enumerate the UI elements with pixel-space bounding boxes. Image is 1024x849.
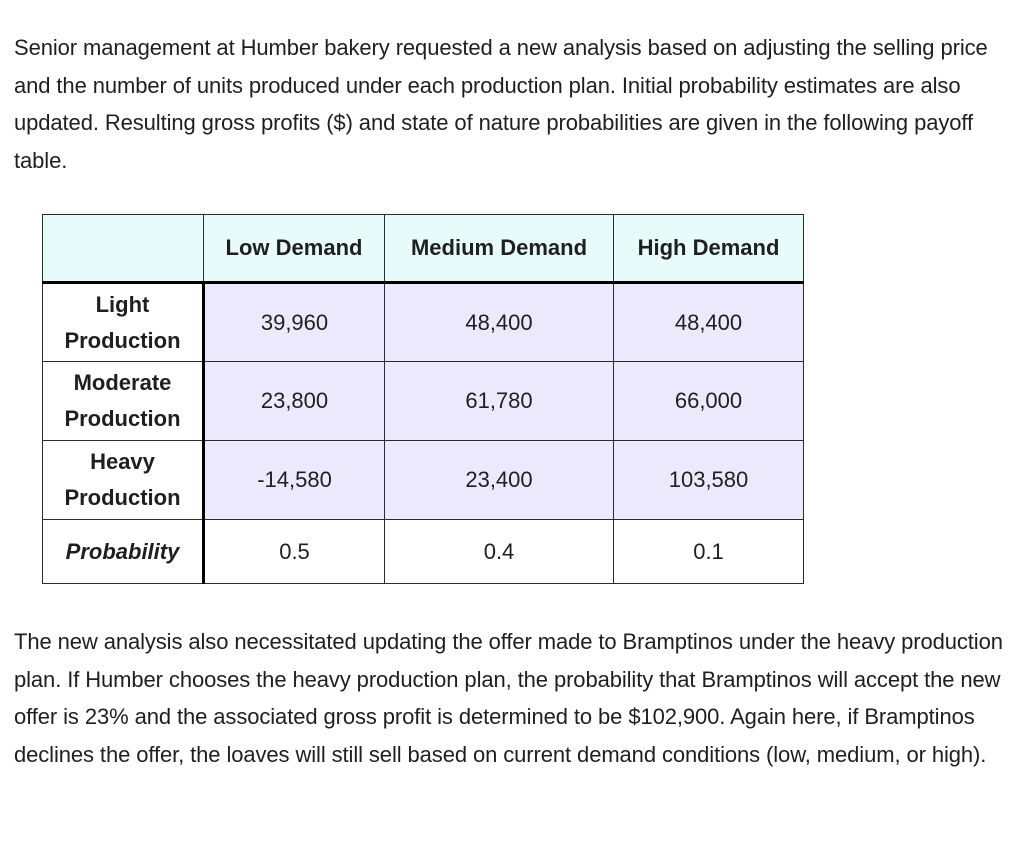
row-header-line1: Heavy	[90, 449, 155, 474]
row-header-moderate-production	[43, 362, 204, 441]
corner-cell	[43, 215, 204, 283]
row-header-line2: Production	[64, 406, 181, 431]
probability-cell: 0.4	[385, 520, 614, 584]
intro-paragraph: Senior management at Humber bakery requested a new analysis based on adjusting the selling price and the number of units produced under each production plan. Initial probability estimates are also updated. Resulting gross profits ($) and state of nature probabilities are given in the following payoff table.	[14, 35, 988, 173]
payoff-table	[42, 214, 804, 584]
row-header-line2: Production	[64, 485, 181, 510]
table-row	[43, 441, 804, 520]
payoff-cell: 39,960	[204, 283, 385, 362]
probability-cell: 0.1	[614, 520, 804, 584]
row-header-line1: Moderate	[73, 370, 172, 395]
table-row	[43, 283, 804, 362]
column-header-low-demand: Low Demand	[204, 215, 385, 283]
row-header-line2: Production	[64, 327, 181, 353]
row-header-light-production	[43, 283, 204, 362]
row-header-probability: Probability	[43, 520, 204, 584]
header-row	[43, 215, 804, 283]
row-header-line1: Light	[95, 291, 150, 317]
payoff-cell: -14,580	[204, 441, 385, 520]
column-header-high-demand: High Demand	[614, 215, 804, 283]
payoff-cell: 48,400	[385, 283, 614, 362]
payoff-cell: 23,400	[385, 441, 614, 520]
probability-cell: 0.5	[204, 520, 385, 584]
payoff-cell: 66,000	[614, 362, 804, 441]
table-row	[43, 362, 804, 441]
payoff-cell: 103,580	[614, 441, 804, 520]
probability-row	[43, 520, 804, 584]
outro-paragraph: The new analysis also necessitated updating the offer made to Bramptinos under the heavy production plan. If Humber chooses the heavy production plan, the probability that Bramptinos will accept the new offer is 23% and the associated gross profit is determined to be $102,900. Again here, if Bramptinos declines the offer, the loaves will still sell based on current demand conditions (low, medium, or high).	[14, 629, 1003, 767]
row-header-heavy-production	[43, 441, 204, 520]
payoff-cell: 23,800	[204, 362, 385, 441]
payoff-cell: 48,400	[614, 283, 804, 362]
payoff-cell: 61,780	[385, 362, 614, 441]
column-header-medium-demand: Medium Demand	[385, 215, 614, 283]
